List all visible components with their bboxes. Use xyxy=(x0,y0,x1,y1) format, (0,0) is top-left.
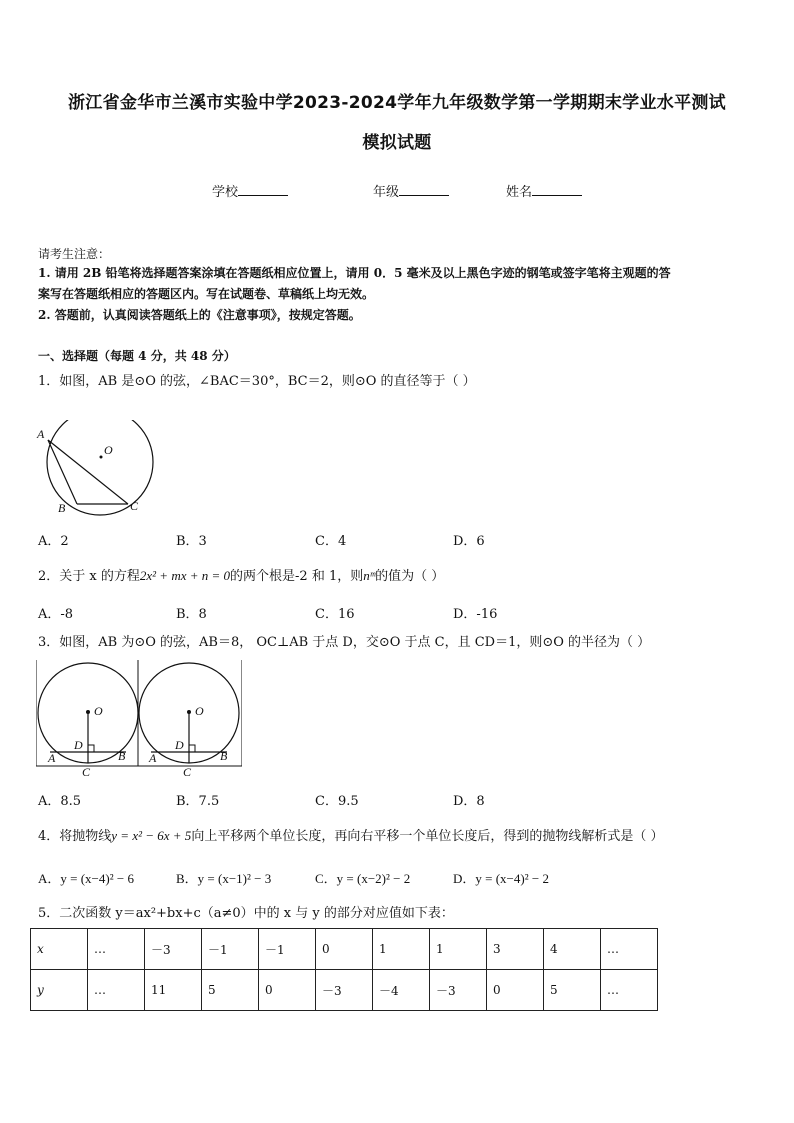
table-cell: 5 xyxy=(202,970,259,1011)
q2-option-c[interactable]: C．16 xyxy=(315,607,355,622)
q4-option-b[interactable]: B．y = (x−1)² − 3 xyxy=(176,871,272,886)
label-o: O xyxy=(104,443,113,457)
table-cell: 11 xyxy=(145,970,202,1011)
question-3-text: 3．如图，AB 为⊙O 的弦，AB＝8， OC⊥AB 于点 D，交⊙O 于点 C，且 CD＝1，则⊙O 的半径为（ ） xyxy=(38,635,651,650)
table-cell: －4 xyxy=(373,970,430,1011)
label-c-right: C xyxy=(183,765,192,779)
q4-equation: y = x² − 6x + 5 xyxy=(111,828,192,843)
question-3-figure xyxy=(36,660,242,780)
value-table xyxy=(30,928,658,1011)
page-title-line2: 模拟试题 xyxy=(362,133,432,153)
chord-ac xyxy=(48,440,128,504)
q4-option-d[interactable]: D．y = (x−4)² − 2 xyxy=(453,871,549,886)
table-row-y xyxy=(31,970,658,1011)
q3-option-b[interactable]: B．7.5 xyxy=(176,794,220,809)
center-point xyxy=(100,456,103,459)
right-angle-right xyxy=(189,745,195,752)
notice-item-2: 2. 答题前，认真阅读答题纸上的《注意事项》，按规定答题。 xyxy=(38,308,361,322)
table-cell: －3 xyxy=(430,970,487,1011)
table-cell: 1 xyxy=(373,929,430,970)
grade-blank xyxy=(399,183,449,196)
school-label: 学校 xyxy=(212,185,239,200)
center-left xyxy=(86,710,90,714)
q3-option-c[interactable]: C．9.5 xyxy=(315,794,359,809)
q2-equation: 2x² + mx + n = 0 xyxy=(139,568,231,583)
question-1-figure xyxy=(32,420,162,520)
table-cell: 5 xyxy=(544,970,601,1011)
table-cell: －1 xyxy=(202,929,259,970)
name-field xyxy=(506,181,582,200)
q2-option-a[interactable]: A．-8 xyxy=(38,607,74,622)
table-cell: 1 xyxy=(430,929,487,970)
question-2-text xyxy=(38,566,444,587)
q2-post: 的值为（ ） xyxy=(375,569,445,584)
label-d-left: D xyxy=(74,738,83,752)
label-c: C xyxy=(130,499,139,513)
q1-option-c[interactable]: C．4 xyxy=(315,534,347,549)
question-5-text: 5．二次函数 y＝ax²+bx+c（a≠0）中的 x 与 y 的部分对应值如下表： xyxy=(38,906,454,921)
q2-option-b[interactable]: B．8 xyxy=(176,607,207,622)
name-label: 姓名 xyxy=(506,185,533,200)
q2-pre: 2．关于 x 的方程 xyxy=(38,569,140,584)
table-cell: x xyxy=(31,929,88,970)
q4-option-c[interactable]: C．y = (x−2)² − 2 xyxy=(315,871,411,886)
table-cell: 4 xyxy=(544,929,601,970)
school-blank xyxy=(238,183,288,196)
q1-option-b[interactable]: B．3 xyxy=(176,534,207,549)
label-o-right: O xyxy=(195,704,204,718)
label-c-left: C xyxy=(82,765,91,779)
page-title: 浙江省金华市兰溪市实验中学2023-2024学年九年级数学第一学期期末学业水平测试 xyxy=(68,93,726,113)
q4-option-a[interactable]: A．y = (x−4)² − 6 xyxy=(38,871,134,886)
q4-pre: 4．将抛物线 xyxy=(38,829,112,844)
table-cell: … xyxy=(88,929,145,970)
center-right xyxy=(187,710,191,714)
table-cell: … xyxy=(601,970,658,1011)
chord-ab xyxy=(48,440,77,504)
table-cell: －1 xyxy=(259,929,316,970)
label-d-right: D xyxy=(175,738,184,752)
table-cell: 0 xyxy=(487,970,544,1011)
q2-mid: 的两个根是-2 和 1，则 xyxy=(230,569,364,584)
q3-option-a[interactable]: A．8.5 xyxy=(38,794,82,809)
grade-field xyxy=(373,181,449,200)
label-b-right: B xyxy=(220,749,228,763)
school-field xyxy=(212,181,288,200)
label-a-right: A xyxy=(149,751,157,765)
name-blank xyxy=(532,183,582,196)
table-cell: －3 xyxy=(316,970,373,1011)
label-a: A xyxy=(37,427,45,441)
label-b: B xyxy=(58,501,66,515)
label-o-left: O xyxy=(94,704,103,718)
label-a-left: A xyxy=(48,751,56,765)
q1-option-d[interactable]: D．6 xyxy=(453,534,485,549)
label-b-left: B xyxy=(118,749,126,763)
q4-post: 向上平移两个单位长度，再向右平移一个单位长度后，得到的抛物线解析式是（ ） xyxy=(191,829,664,844)
table-cell: 0 xyxy=(316,929,373,970)
question-4-text xyxy=(38,826,663,847)
table-cell: 0 xyxy=(259,970,316,1011)
q2-option-d[interactable]: D．-16 xyxy=(453,607,498,622)
section-heading: 一、选择题（每题 4 分，共 48 分） xyxy=(38,349,236,363)
right-angle-left xyxy=(88,745,94,752)
table-cell: … xyxy=(601,929,658,970)
grade-label: 年级 xyxy=(373,185,400,200)
table-cell: 3 xyxy=(487,929,544,970)
q2-expression: nᵐ xyxy=(363,568,376,583)
table-cell: y xyxy=(31,970,88,1011)
table-cell: －3 xyxy=(145,929,202,970)
notice-item-1b: 案写在答题纸相应的答题区内。写在试题卷、草稿纸上均无效。 xyxy=(38,287,375,301)
notice-heading: 请考生注意： xyxy=(38,247,111,261)
table-cell: … xyxy=(88,970,145,1011)
q3-option-d[interactable]: D．8 xyxy=(453,794,485,809)
notice-item-1a: 1. 请用 2B 铅笔将选择题答案涂填在答题纸相应位置上，请用 0．5 毫米及以上黑色字迹的钢笔或签字笔将主观题的答 xyxy=(38,266,671,280)
table-row-x xyxy=(31,929,658,970)
question-1-text: 1．如图，AB 是⊙O 的弦，∠BAC＝30°，BC＝2，则⊙O 的直径等于（ ） xyxy=(38,374,476,389)
q1-option-a[interactable]: A．2 xyxy=(38,534,69,549)
